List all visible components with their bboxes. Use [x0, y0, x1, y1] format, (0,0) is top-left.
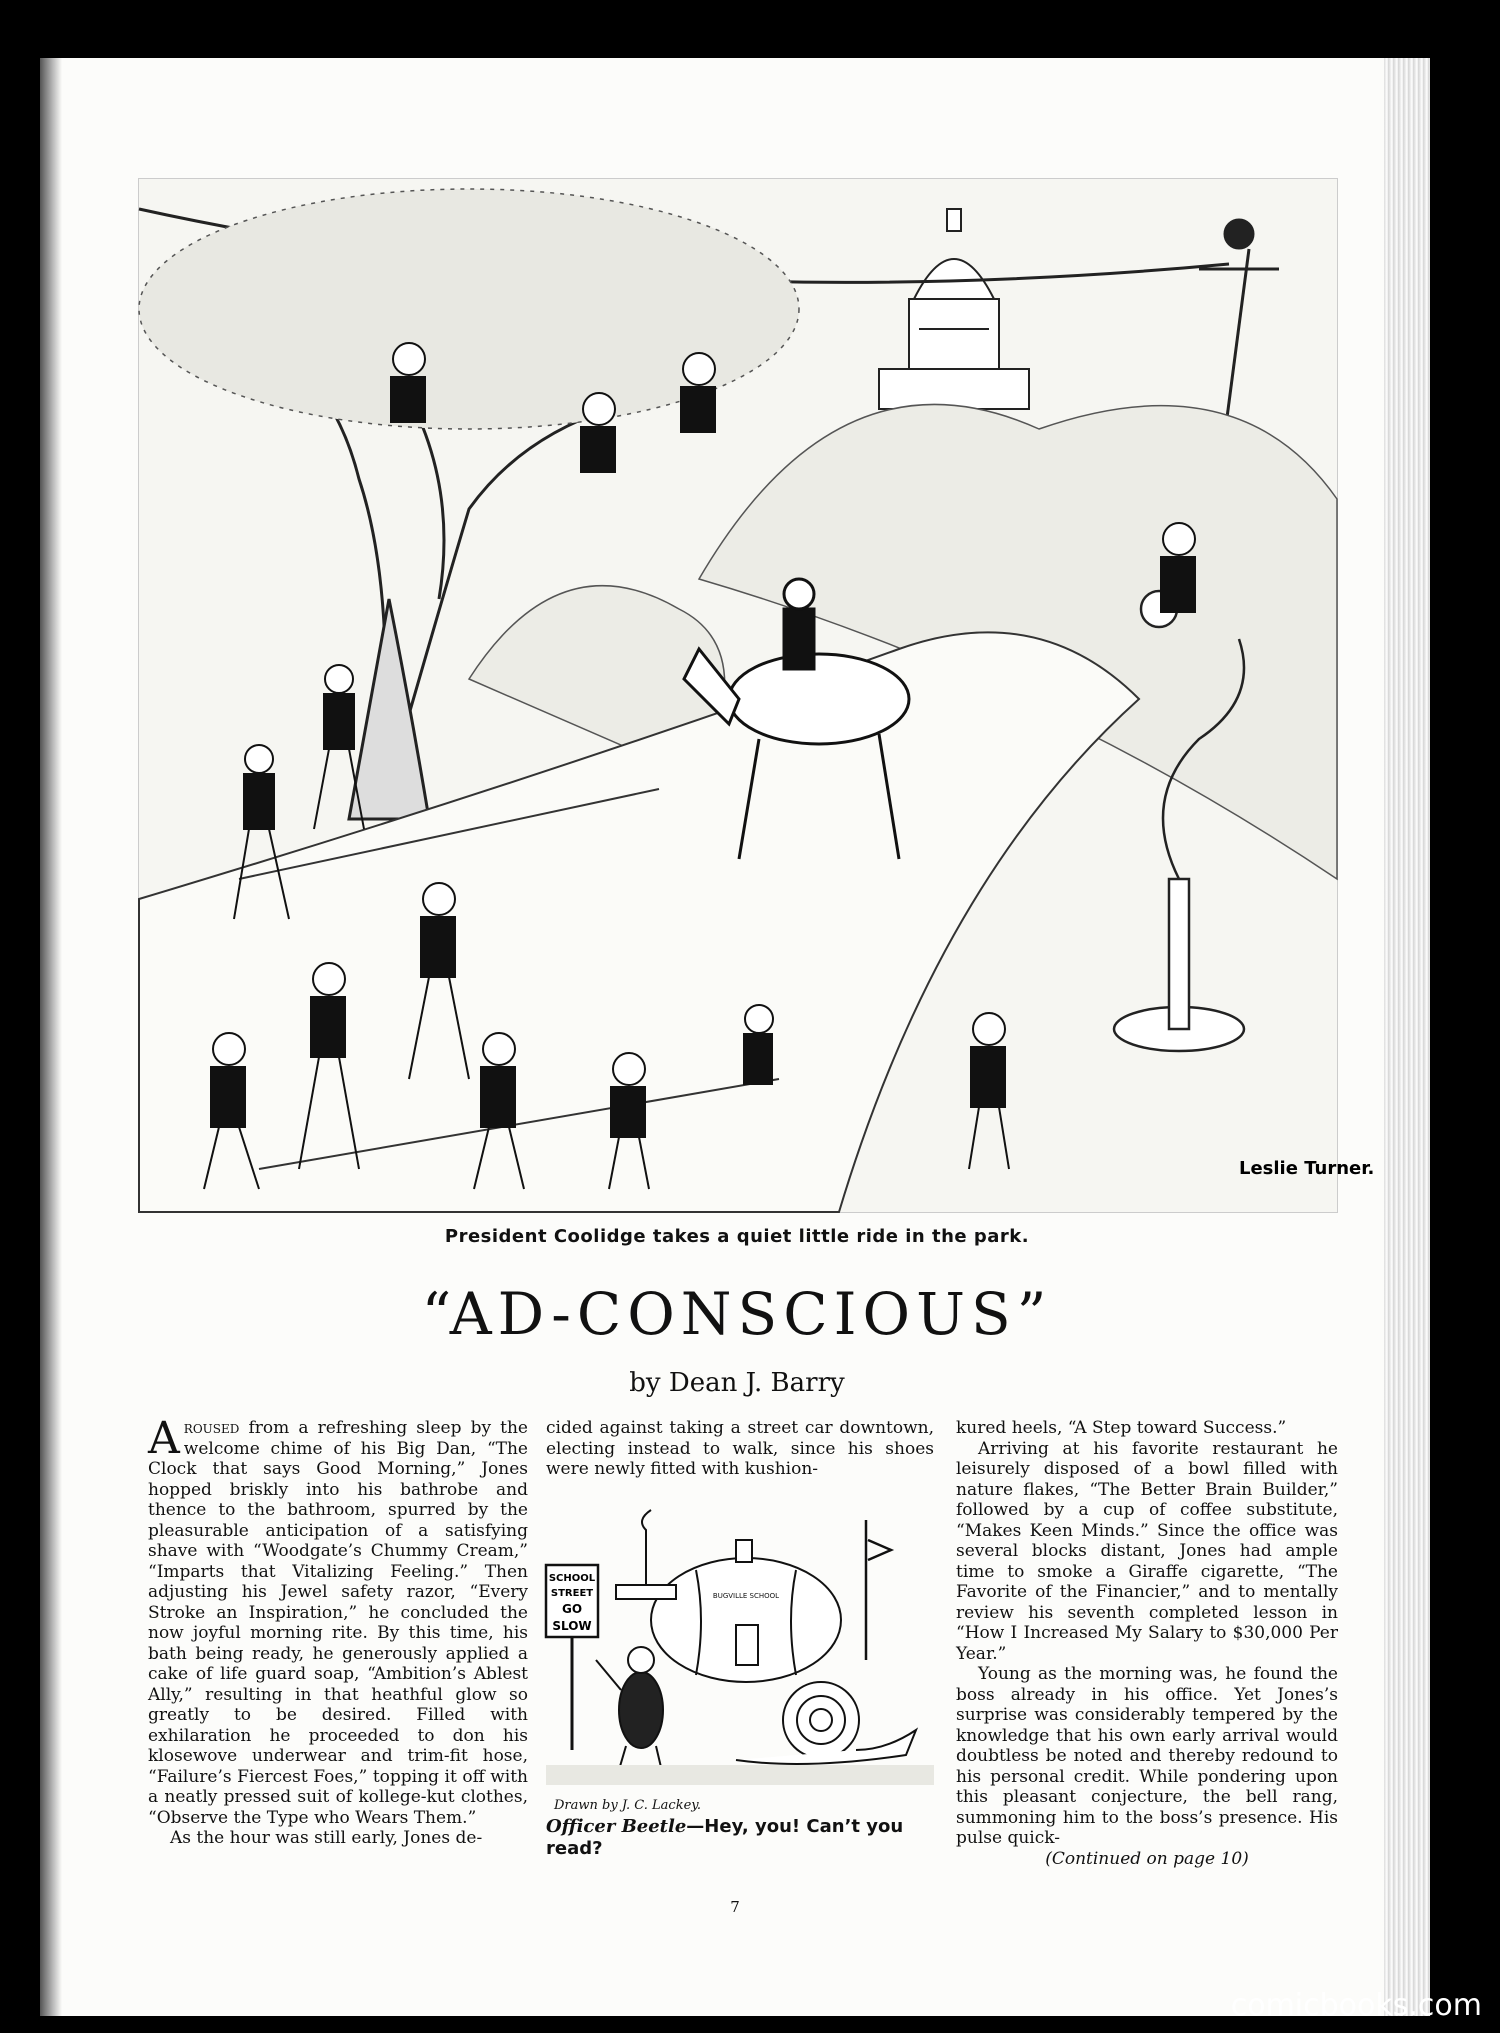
- artist-signature: Leslie Turner.: [1239, 1158, 1375, 1179]
- sign-line: SLOW: [552, 1619, 592, 1633]
- continued-note: (Continued on page 10): [1045, 1848, 1249, 1869]
- cartoon-credit: Drawn by J. C. Lackey.: [554, 1798, 702, 1813]
- drop-cap: A: [148, 1413, 180, 1464]
- page-binding: [40, 58, 62, 2016]
- article-column-1: [148, 1413, 528, 1849]
- paragraph: cided against taking a street car downtown, electing instead to walk, since his shoes were newly fitted with kushion-: [546, 1418, 934, 1479]
- cartoon-speaker: Officer Beetle: [546, 1816, 687, 1837]
- sign-line: SCHOOL: [548, 1573, 596, 1584]
- beetle-cartoon: [546, 1510, 934, 1785]
- site-watermark: comicbooks.com: [1230, 1988, 1482, 2023]
- paragraph: Young as the morning was, he found the boss already in his office. Yet Jones’s surprise was considerably tempered by the knowledge that his own early arrival would doubtless be noted and thereby redound to his personal credit. While pondering upon this pleasant conjecture, the bell rang, summoning him to the boss’s presence. His pulse quick-: [956, 1664, 1338, 1848]
- article-column-3: [956, 1418, 1338, 1869]
- paragraph: kured heels, “A Step toward Success.”: [956, 1418, 1287, 1438]
- park-scene-drawing: [139, 179, 1375, 1212]
- illustration-caption: President Coolidge takes a quiet little ride in the park.: [444, 1226, 1030, 1247]
- article-title: “AD-CONSCIOUS”: [421, 1280, 1053, 1348]
- page-edge: [1384, 58, 1430, 2016]
- sign-line: STREET: [550, 1588, 594, 1599]
- paragraph: As the hour was still early, Jones de-: [170, 1828, 483, 1848]
- flagpole: [866, 1520, 891, 1660]
- officer-beetle: [596, 1647, 664, 1780]
- page-number: 7: [730, 1898, 740, 1916]
- article-byline: by Dean J. Barry: [629, 1368, 845, 1398]
- article-column-2: [546, 1418, 934, 1480]
- school-sign: [546, 1565, 598, 1750]
- cartoon-caption: [546, 1816, 934, 1860]
- cartoon-line: —Hey, you! Can’t you read?: [546, 1816, 904, 1859]
- sign-line: GO: [561, 1602, 583, 1616]
- paragraph: Arriving at his favorite restaurant he leisurely disposed of a bowl filled with nature flakes, “The Better Brain Builder,” followed by a cup of coffee substitute, “Makes Keen Minds.” Since the office was several blocks distant, Jones had ample time to smoke a Giraffe cigarette, “The Favorite of the Financier,” and to mentally review his seventh completed lesson in “How I Increased My Salary to $30,000 Per Year.”: [956, 1438, 1338, 1664]
- magazine-page: [40, 58, 1430, 2016]
- beetle-cartoon-drawing: [546, 1510, 934, 1785]
- park-illustration: [138, 178, 1375, 1213]
- paragraph: from a refreshing sleep by the welcome chime of his Big Dan, “The Clock that says Good Morning,” Jones hopped briskly into his bathrobe and thence to the bathroom, spurred by the pleasurable anticipation of a satisfying shave with “Woodgate’s Chummy Cream,” “Imparts that Vitalizing Feeling.” Then adjusting his Jewel safety razor, “Every Stroke an Inspiration,” he concluded the now joyful morning rite. By this time, his bath being ready, he generously applied a cake of life guard soap, “Ambition’s Ablest Ally,” resulting in that heathful glow so greatly to be desired. Filled with exhilaration he proceeded to don his klosewove underwear and trim-fit hose, “Failure’s Fiercest Foes,” topping it off with a neatly pressed suit of kollege-kut clothes, “Observe the Type who Wears Them.”: [148, 1418, 528, 1828]
- lead-word: roused: [183, 1418, 240, 1438]
- schoolhouse-label: BUGVILLE SCHOOL: [712, 1592, 780, 1600]
- snail: [736, 1682, 916, 1764]
